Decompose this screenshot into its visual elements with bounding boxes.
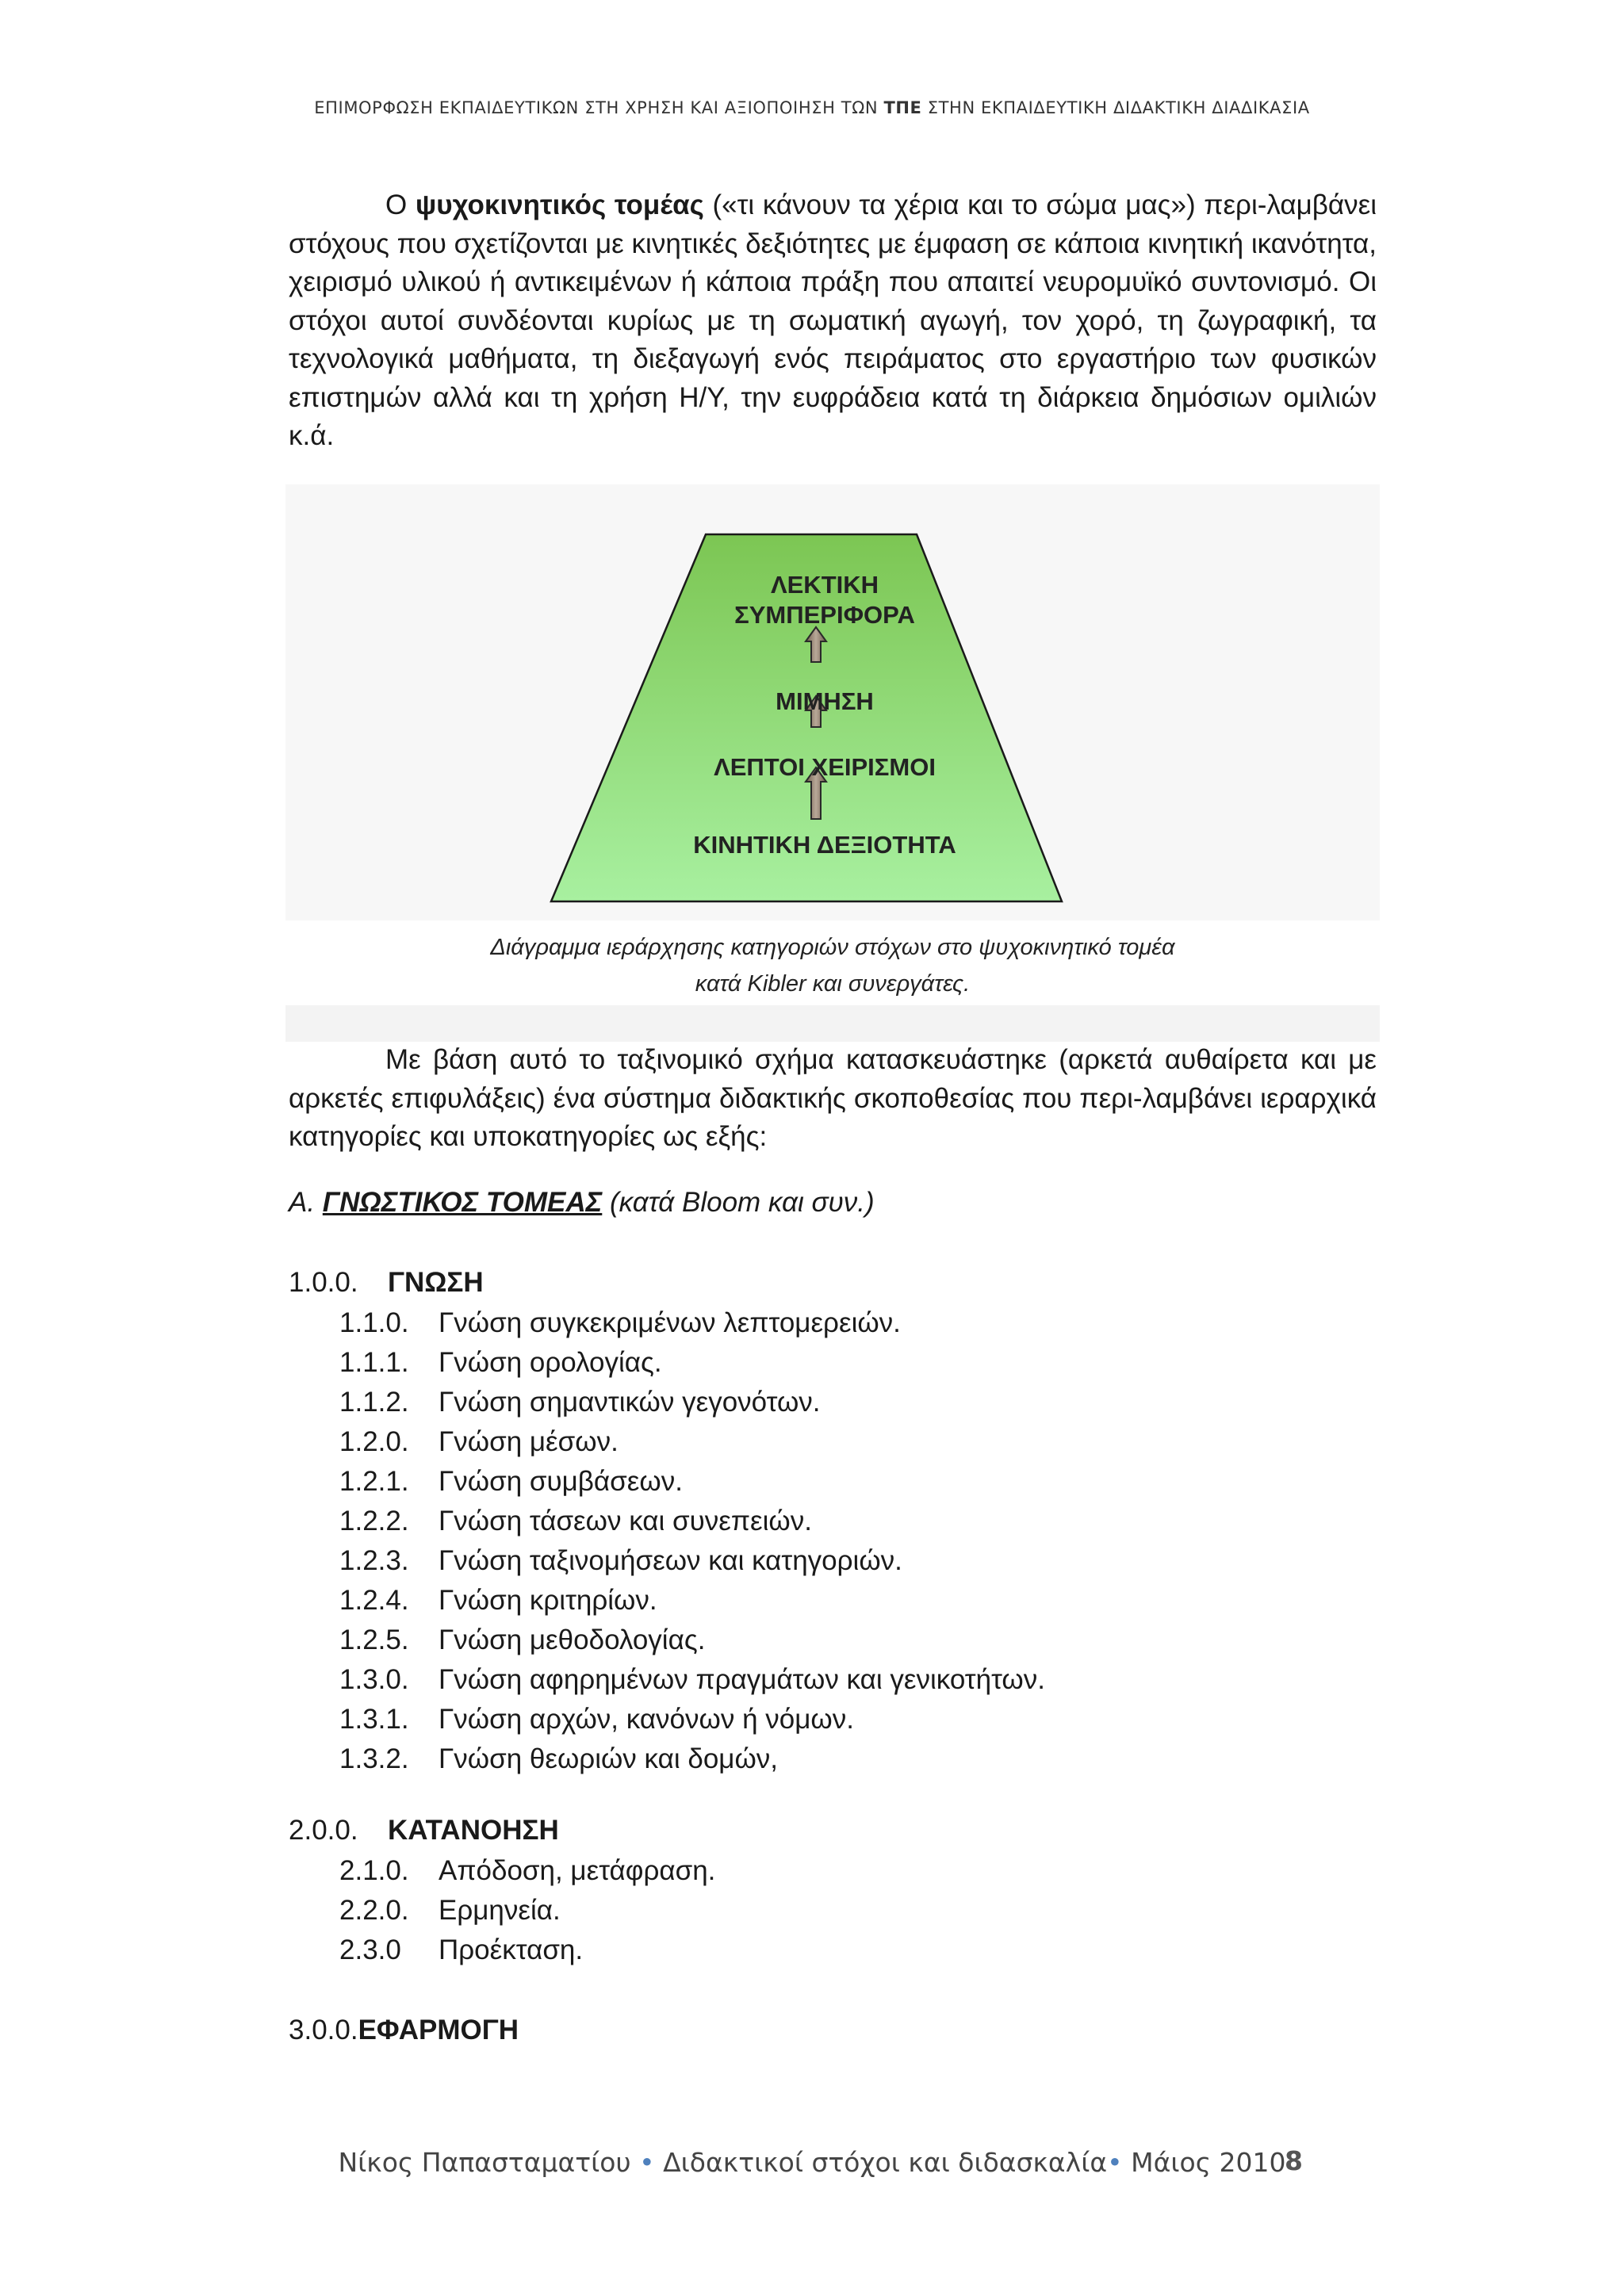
item-number: 2.2.0. — [339, 1895, 409, 1926]
paragraph1-after: («τι κάνουν τα χέρια και το σώμα μας») περι-λαμβάνει στόχους που σχετίζονται με κινητικές δεξιότητες με έμφαση σε κάποια κινητική ικανότητα, χειρισμό υλικού ή αντικειμένων ή κάποια πράξη που απαιτεί νευρομυϊκό συντονισμό. Οι στόχοι αυτοί συνδέονται κυρίως με τη σωματική αγωγή, τον χορό, τη ζωγραφική, τα τεχνολογικά μαθήματα, τη διεξαγωγή ενός πειράματος στο εργαστήριο των φυσικών επιστημών αλλά και τη χρήση Η/Υ, την ευφράδεια κατά τη διάρκεια δημόσιων ομιλιών κ.ά. — [289, 189, 1377, 451]
list-item — [339, 1624, 705, 1656]
item-text: Γνώση συμβάσεων. — [439, 1466, 683, 1497]
caption-line2: κατά Kibler και συνεργάτες. — [695, 971, 971, 997]
header-text-bold: ΤΠΕ — [883, 98, 922, 117]
item-text: Γνώση μέσων. — [439, 1426, 619, 1457]
footer-author: Νίκος Παπασταματίου — [338, 2147, 631, 2178]
paragraph1-bold: ψυχοκινητικός τομέας — [415, 189, 704, 220]
item-number: 1.1.1. — [339, 1347, 409, 1378]
item-number: 2.1.0. — [339, 1855, 409, 1886]
footer-bullet: • — [1107, 2147, 1123, 2178]
pyramid-level-imitation: ΜΙΜΗΣΗ — [776, 687, 874, 715]
item-text: Απόδοση, μετάφραση. — [439, 1855, 716, 1886]
pyramid-level-verbal-line1: ΛΕΚΤΙΚΗ — [770, 571, 879, 599]
footer-title: Διδακτικοί στόχοι και διδασκαλία — [663, 2147, 1108, 2178]
list-item — [339, 1704, 854, 1735]
item-number: 1.2.0. — [339, 1426, 409, 1457]
header-text-after: ΣΤΗΝ ΕΚΠΑΙΔΕΥΤΙΚΗ ΔΙΔΑΚΤΙΚΗ ΔΙΑΔΙΚΑΣΙΑ — [921, 98, 1310, 117]
item-text: Γνώση θεωριών και δομών, — [439, 1743, 778, 1774]
list-item — [339, 1307, 901, 1339]
list-item — [339, 1347, 662, 1379]
footer-date: Μάιος 2010 — [1131, 2147, 1286, 2178]
list-item — [339, 1387, 821, 1418]
header-text-before: ΕΠΙΜΟΡΦΩΣΗ ΕΚΠΑΙΔΕΥΤΙΚΩΝ ΣΤΗ ΧΡΗΣΗ ΚΑΙ ΑΞΙΟΠΟΙΗΣΗ ΤΩΝ — [314, 98, 884, 117]
caption-line1: Διάγραμμα ιεράρχησης κατηγοριών στόχων στο ψυχοκινητικό τομέα — [490, 935, 1175, 960]
heading-title: ΕΦΑΡΜΟΓΗ — [358, 2015, 519, 2045]
item-number: 1.1.0. — [339, 1307, 409, 1338]
pyramid-level-verbal-line2: ΣΥΜΠΕΡΙΦΟΡΑ — [734, 601, 915, 629]
paragraph2-text: Με βάση αυτό το ταξινομικό σχήμα κατασκευάστηκε (αρκετά αυθαίρετα και με αρκετές επιφυλάξεις) ένα σύστημα διδακτικής σκοποθεσίας που περι-λαμβάνει ιεραρχικά κατηγορίες και υποκατηγορίες ως εξής: — [289, 1044, 1377, 1152]
pyramid-level-fine-handling: ΛΕΠΤΟΙ ΧΕΙΡΙΣΜΟΙ — [714, 753, 936, 781]
item-number: 1.2.2. — [339, 1506, 409, 1536]
page-header — [0, 98, 1624, 117]
heading-comprehension — [289, 1815, 559, 1846]
item-text: Γνώση σημαντικών γεγονότων. — [439, 1387, 821, 1418]
list-item — [339, 1545, 902, 1577]
paragraph1-before: Ο — [385, 189, 416, 220]
caption-background — [285, 1005, 1380, 1042]
page-footer — [0, 2147, 1624, 2178]
heading-title: ΚΑΤΑΝΟΗΣΗ — [388, 1815, 559, 1846]
section-title — [289, 1187, 875, 1219]
item-text: Ερμηνεία. — [439, 1895, 561, 1926]
heading-knowledge — [289, 1267, 484, 1299]
list-item — [339, 1855, 715, 1887]
paragraph-psychomotor — [289, 186, 1377, 456]
page-number: 8 — [1285, 2145, 1303, 2176]
heading-number: 1.0.0. — [289, 1267, 358, 1298]
item-number: 1.2.5. — [339, 1624, 409, 1655]
item-number: 2.3.0 — [339, 1934, 401, 1965]
item-number: 1.3.0. — [339, 1664, 409, 1695]
item-number: 1.2.1. — [339, 1466, 409, 1497]
item-text: Γνώση τάσεων και συνεπειών. — [439, 1506, 812, 1536]
item-text: Γνώση συγκεκριμένων λεπτομερειών. — [439, 1307, 901, 1338]
list-item — [339, 1585, 657, 1617]
item-number: 1.3.2. — [339, 1743, 409, 1774]
list-item — [339, 1743, 778, 1775]
item-text: Γνώση αρχών, κανόνων ή νόμων. — [439, 1704, 854, 1735]
item-text: Γνώση ορολογίας. — [439, 1347, 662, 1378]
heading-number: 2.0.0. — [289, 1815, 358, 1846]
section-prefix: Α. — [289, 1187, 323, 1218]
figure-caption — [285, 929, 1380, 1002]
item-number: 1.2.3. — [339, 1545, 409, 1576]
list-item — [339, 1664, 1045, 1696]
section-title-bold: ΓΝΩΣΤΙΚΟΣ ΤΟΜΕΑΣ — [322, 1187, 603, 1218]
item-number: 1.1.2. — [339, 1387, 409, 1418]
item-text: Προέκταση. — [439, 1934, 584, 1965]
footer-bullet: • — [639, 2147, 655, 2178]
list-item — [339, 1895, 561, 1927]
item-text: Γνώση κριτηρίων. — [439, 1585, 657, 1616]
paragraph-taxonomy — [289, 1041, 1377, 1157]
list-item — [339, 1426, 619, 1458]
pyramid-level-motor-skill: ΚΙΝΗΤΙΚΗ ΔΕΞΙΟΤΗΤΑ — [693, 831, 956, 859]
item-text: Γνώση ταξινομήσεων και κατηγοριών. — [439, 1545, 902, 1576]
heading-number: 3.0.0. — [289, 2015, 358, 2045]
list-item — [339, 1934, 583, 1966]
item-text: Γνώση αφηρημένων πραγμάτων και γενικοτήτων. — [439, 1664, 1045, 1695]
heading-application — [289, 2015, 519, 2046]
heading-title: ΓΝΩΣΗ — [388, 1267, 484, 1298]
list-item — [339, 1466, 683, 1498]
list-item — [339, 1506, 812, 1537]
item-number: 1.3.1. — [339, 1704, 409, 1735]
section-suffix: (κατά Bloom και συν.) — [602, 1187, 875, 1218]
item-number: 1.2.4. — [339, 1585, 409, 1616]
item-text: Γνώση μεθοδολογίας. — [439, 1624, 706, 1655]
